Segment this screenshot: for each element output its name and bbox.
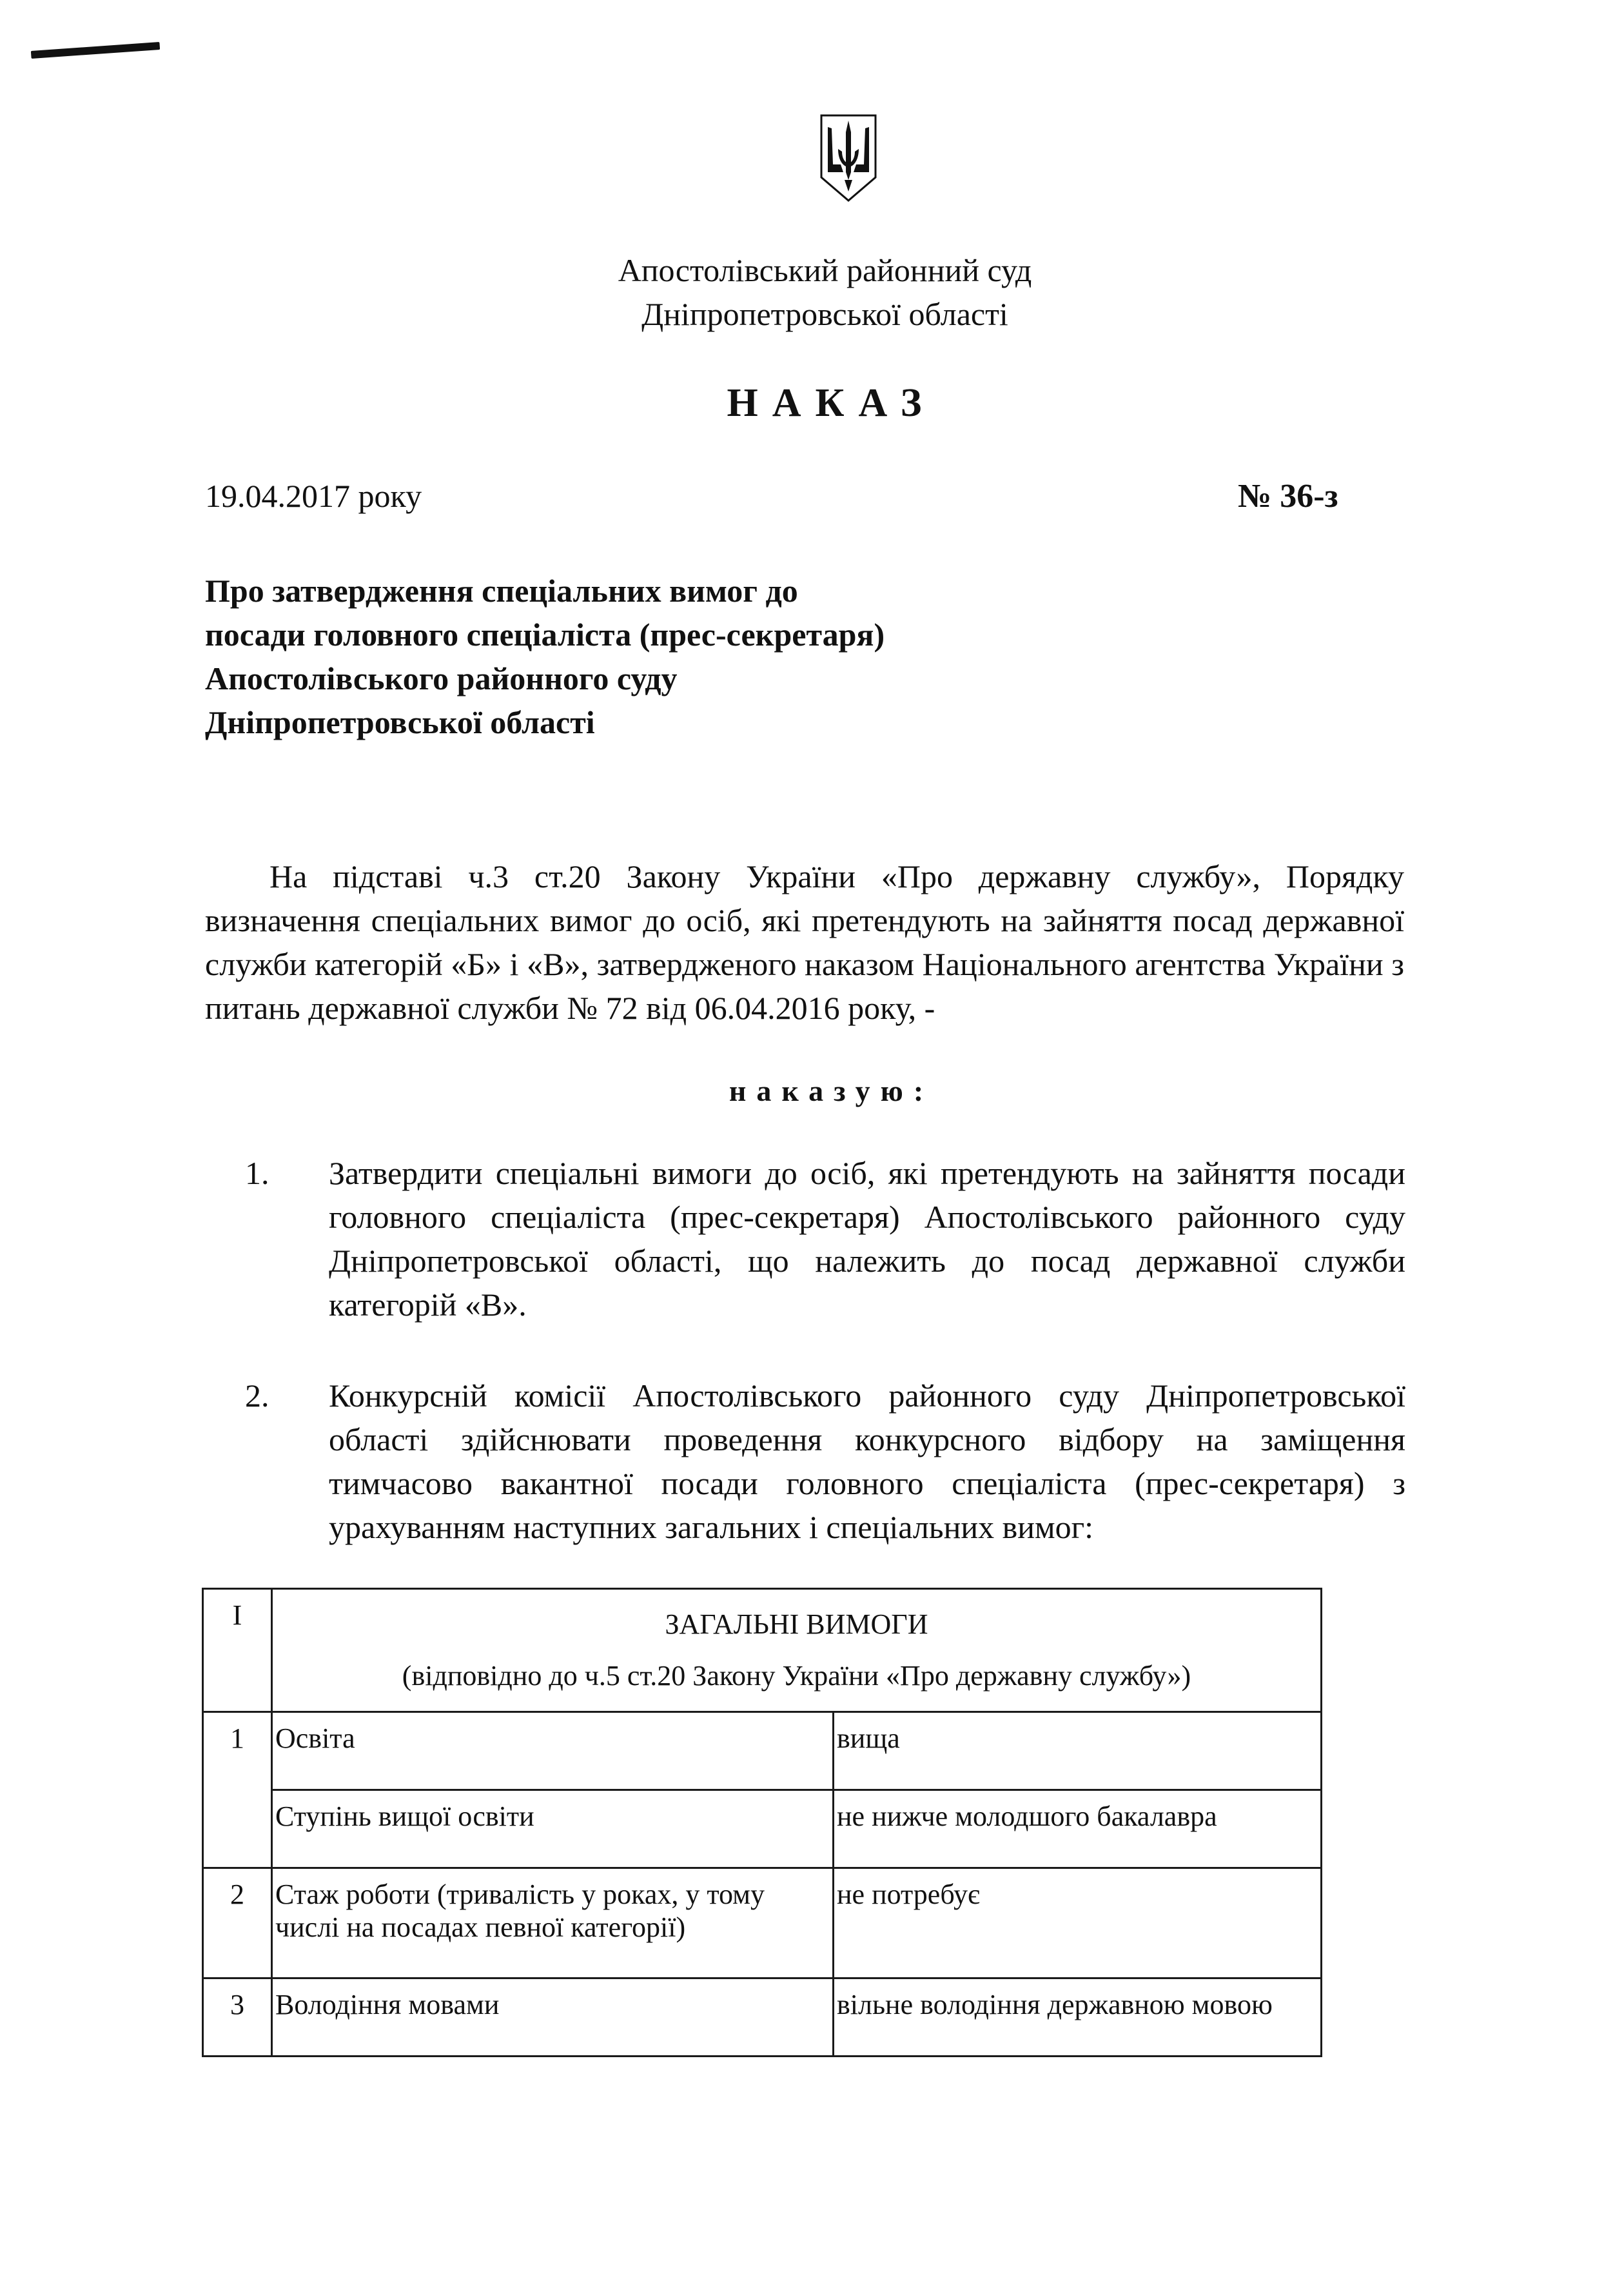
subject-line: Дніпропетровської області (205, 704, 595, 740)
order-date: 19.04.2017 року (205, 478, 422, 514)
subject-line: Про затвердження спеціальних вимог до (205, 573, 798, 609)
section-title: ЗАГАЛЬНІ ВИМОГИ (665, 1608, 928, 1640)
preamble-paragraph: На підставі ч.3 ст.20 Закону України «Про державну службу», Порядку визначення спеціальних вимог до осіб, які претендують на зайняття посад державної служби категорій «Б» і «В», затвердженого наказом Національного агентства України з питань державної служби № 72 від 06.04.2016 року, - (205, 858, 1404, 1026)
item-number: 1. (245, 1155, 269, 1191)
table-row (203, 1712, 1322, 1790)
subject-line: Апостолівського районного суду (205, 660, 678, 696)
row-value: вільне володіння державною мовою (834, 1978, 1322, 2057)
order-word: наказую: (729, 1074, 934, 1107)
order-subject (205, 569, 885, 744)
row-value: вища (834, 1712, 1322, 1790)
table-row (203, 1978, 1322, 2057)
scan-artifact-mark (31, 42, 160, 59)
row-label: Освіта (272, 1712, 834, 1790)
row-number: 1 (203, 1712, 272, 1790)
item-number: 2. (245, 1377, 269, 1414)
item-text: Затвердити спеціальні вимоги до осіб, які претендують на зайняття посади головного спеціаліста (прес-секретаря) Апостолівського районного суду Дніпропетровської області, що належить до посад державної служби категорій «В». (329, 1155, 1405, 1323)
order-item (245, 1374, 1405, 1549)
table-section-header-row (203, 1589, 1322, 1712)
ukraine-coat-of-arms-icon (819, 113, 878, 203)
row-value: не потребує (834, 1868, 1322, 1978)
row-number (203, 1790, 272, 1868)
row-label: Володіння мовами (272, 1978, 834, 2057)
court-name-line1: Апостолівський районний суд (618, 252, 1032, 288)
court-name-line2: Дніпропетровської області (641, 296, 1008, 332)
court-name (0, 248, 1624, 336)
row-value: не нижче молодшого бакалавра (834, 1790, 1322, 1868)
section-subtitle: (відповідно до ч.5 ст.20 Закону України «Про державну службу») (402, 1660, 1191, 1692)
order-item (245, 1151, 1405, 1327)
section-header-cell (272, 1589, 1322, 1712)
requirements-table (202, 1588, 1322, 2057)
table-row (203, 1790, 1322, 1868)
row-number: 3 (203, 1978, 272, 2057)
order-number: № 36-з (1238, 478, 1338, 515)
row-label: Ступінь вищої освіти (272, 1790, 834, 1868)
row-number: 2 (203, 1868, 272, 1978)
subject-line: посади головного спеціаліста (прес-секретаря) (205, 617, 885, 653)
section-number: I (203, 1589, 272, 1712)
item-text: Конкурсній комісії Апостолівського районного суду Дніпропетровської області здійснювати проведення конкурсного відбору на заміщення тимчасово вакантної посади головного спеціаліста (прес-секретаря) з урахуванням наступних загальних і спеціальних вимог: (329, 1377, 1405, 1545)
table-row (203, 1868, 1322, 1978)
row-label: Стаж роботи (тривалість у роках, у тому числі на посадах певної категорії) (272, 1868, 834, 1978)
document-type-title: НАКАЗ (727, 381, 936, 425)
